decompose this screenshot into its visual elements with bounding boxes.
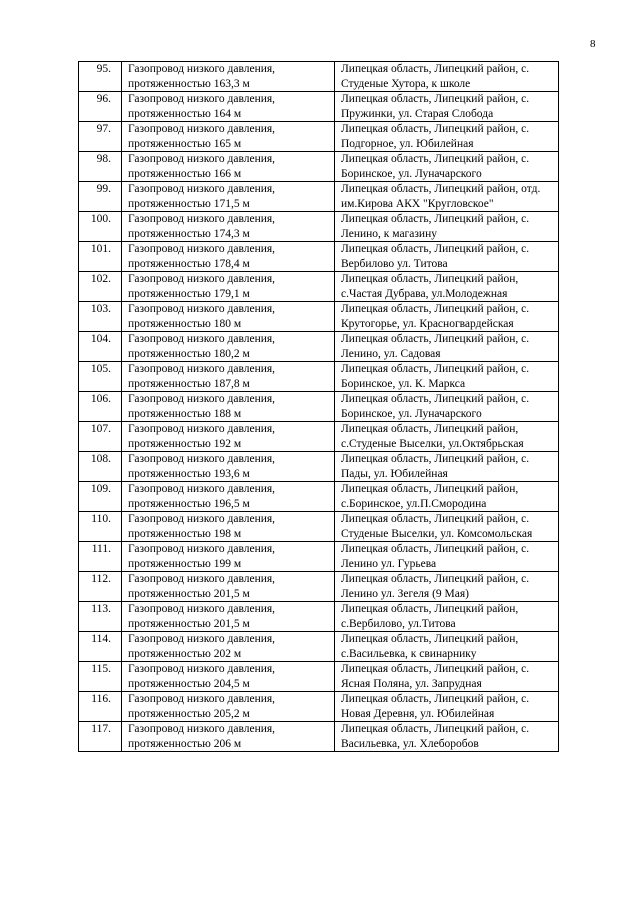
address-cell (335, 542, 559, 572)
table-row (79, 452, 559, 482)
address-line: Ленино, ул. Садовая (341, 347, 441, 360)
row-number: 110. (79, 512, 122, 542)
address-line: Липецкая область, Липецкий район, с. (341, 153, 530, 165)
object-name-line: протяженностью 201,5 м (128, 587, 250, 600)
address-cell (335, 272, 559, 302)
row-number: 96. (79, 92, 122, 122)
object-name-line: Газопровод низкого давления, (128, 333, 276, 345)
address-cell (335, 422, 559, 452)
row-number: 107. (79, 422, 122, 452)
address-line: Ленино ул. Гурьева (341, 557, 437, 570)
object-name-line: протяженностью 165 м (128, 137, 242, 150)
object-name-line: протяженностью 206 м (128, 737, 242, 750)
address-cell (335, 62, 559, 92)
row-number: 111. (79, 542, 122, 572)
object-name-cell (122, 482, 335, 512)
row-number: 109. (79, 482, 122, 512)
object-name-cell (122, 602, 335, 632)
address-line: Липецкая область, Липецкий район, (341, 483, 519, 495)
row-number: 101. (79, 242, 122, 272)
address-cell (335, 332, 559, 362)
object-name-cell (122, 62, 335, 92)
address-line: Липецкая область, Липецкий район, (341, 423, 519, 435)
object-name-cell (122, 422, 335, 452)
object-name-line: протяженностью 164 м (128, 107, 242, 120)
object-name-line: протяженностью 196,5 м (128, 497, 250, 510)
object-name-line: Газопровод низкого давления, (128, 513, 276, 525)
address-line: Ленино ул. Зегеля (9 Мая) (341, 587, 469, 600)
row-number: 103. (79, 302, 122, 332)
object-name-line: Газопровод низкого давления, (128, 663, 276, 675)
object-name-line: протяженностью 201,5 м (128, 617, 250, 630)
object-name-cell (122, 512, 335, 542)
table-row (79, 242, 559, 272)
object-name-cell (122, 182, 335, 212)
object-name-line: протяженностью 193,6 м (128, 467, 250, 480)
table-row (79, 212, 559, 242)
table-row (79, 92, 559, 122)
table-row (79, 662, 559, 692)
address-line: с.Васильевка, к свинарнику (341, 647, 477, 660)
object-name-line: Газопровод низкого давления, (128, 603, 276, 615)
address-line: Липецкая область, Липецкий район, с. (341, 573, 530, 585)
address-line: Липецкая область, Липецкий район, с. (341, 453, 530, 465)
table-row (79, 572, 559, 602)
object-name-cell (122, 722, 335, 752)
address-line: Липецкая область, Липецкий район, с. (341, 723, 530, 735)
row-number: 97. (79, 122, 122, 152)
row-number: 116. (79, 692, 122, 722)
address-line: Подгорное, ул. Юбилейная (341, 137, 474, 150)
table-row (79, 272, 559, 302)
table-row (79, 362, 559, 392)
object-name-line: Газопровод низкого давления, (128, 543, 276, 555)
object-name-line: Газопровод низкого давления, (128, 243, 276, 255)
object-name-cell (122, 572, 335, 602)
address-cell (335, 602, 559, 632)
object-name-line: протяженностью 188 м (128, 407, 242, 420)
address-line: с.Вербилово, ул.Титова (341, 617, 456, 630)
object-name-line: Газопровод низкого давления, (128, 93, 276, 105)
object-name-line: протяженностью 205,2 м (128, 707, 250, 720)
row-number: 117. (79, 722, 122, 752)
object-name-cell (122, 302, 335, 332)
address-line: Липецкая область, Липецкий район, с. (341, 663, 530, 675)
address-line: Ленино, к магазину (341, 227, 437, 240)
object-name-cell (122, 452, 335, 482)
object-name-cell (122, 632, 335, 662)
address-line: им.Кирова АКХ "Кругловское" (341, 197, 494, 210)
object-name-cell (122, 662, 335, 692)
table-row (79, 482, 559, 512)
address-cell (335, 662, 559, 692)
table-row (79, 392, 559, 422)
row-number: 102. (79, 272, 122, 302)
object-name-cell (122, 152, 335, 182)
row-number: 108. (79, 452, 122, 482)
table-row (79, 182, 559, 212)
object-name-cell (122, 122, 335, 152)
address-line: Студеные Выселки, ул. Комсомольская (341, 527, 533, 540)
table-row (79, 512, 559, 542)
object-name-line: Газопровод низкого давления, (128, 123, 276, 135)
object-name-cell (122, 332, 335, 362)
object-name-line: Газопровод низкого давления, (128, 273, 276, 285)
address-cell (335, 572, 559, 602)
table-row (79, 722, 559, 752)
table-row (79, 332, 559, 362)
object-name-line: протяженностью 178,4 м (128, 257, 250, 270)
address-line: Липецкая область, Липецкий район, с. (341, 243, 530, 255)
page-number: 8 (590, 38, 596, 50)
row-number: 113. (79, 602, 122, 632)
row-number: 106. (79, 392, 122, 422)
row-number: 104. (79, 332, 122, 362)
address-line: Пружинки, ул. Старая Слобода (341, 107, 494, 120)
address-line: Липецкая область, Липецкий район, (341, 633, 519, 645)
row-number: 98. (79, 152, 122, 182)
table-row (79, 632, 559, 662)
address-cell (335, 512, 559, 542)
object-name-line: Газопровод низкого давления, (128, 723, 276, 735)
object-name-line: протяженностью 166 м (128, 167, 242, 180)
object-name-line: протяженностью 198 м (128, 527, 242, 540)
object-name-line: Газопровод низкого давления, (128, 453, 276, 465)
address-line: Липецкая область, Липецкий район, с. (341, 303, 530, 315)
address-cell (335, 92, 559, 122)
table-row (79, 302, 559, 332)
object-name-cell (122, 692, 335, 722)
address-cell (335, 482, 559, 512)
address-line: Вербилово ул. Титова (341, 257, 448, 270)
address-cell (335, 452, 559, 482)
address-line: Липецкая область, Липецкий район, с. (341, 693, 530, 705)
address-line: Крутогорье, ул. Красногвардейская (341, 317, 514, 330)
object-name-cell (122, 242, 335, 272)
address-line: Липецкая область, Липецкий район, с. (341, 393, 530, 405)
address-cell (335, 632, 559, 662)
address-line: Липецкая область, Липецкий район, с. (341, 363, 530, 375)
object-name-line: Газопровод низкого давления, (128, 363, 276, 375)
object-name-line: Газопровод низкого давления, (128, 303, 276, 315)
object-name-line: протяженностью 174,3 м (128, 227, 250, 240)
object-name-cell (122, 542, 335, 572)
address-line: Боринское, ул. Луначарского (341, 407, 482, 420)
address-line: Боринское, ул. К. Маркса (341, 377, 466, 390)
row-number: 105. (79, 362, 122, 392)
address-cell (335, 362, 559, 392)
address-line: Липецкая область, Липецкий район, с. (341, 63, 530, 75)
object-name-line: Газопровод низкого давления, (128, 693, 276, 705)
address-cell (335, 212, 559, 242)
object-name-line: Газопровод низкого давления, (128, 183, 276, 195)
property-table (78, 61, 559, 752)
row-number: 114. (79, 632, 122, 662)
object-name-line: Газопровод низкого давления, (128, 393, 276, 405)
object-name-cell (122, 92, 335, 122)
table-body (79, 62, 559, 752)
object-name-cell (122, 392, 335, 422)
address-line: Липецкая область, Липецкий район, отд. (341, 183, 541, 195)
address-cell (335, 152, 559, 182)
object-name-cell (122, 212, 335, 242)
object-name-line: протяженностью 180 м (128, 317, 242, 330)
row-number: 99. (79, 182, 122, 212)
address-line: Липецкая область, Липецкий район, с. (341, 123, 530, 135)
address-line: Липецкая область, Липецкий район, с. (341, 213, 530, 225)
address-line: Новая Деревня, ул. Юбилейная (341, 707, 495, 720)
address-line: Боринское, ул. Луначарского (341, 167, 482, 180)
address-line: с.Боринское, ул.П.Смородина (341, 497, 487, 510)
address-cell (335, 302, 559, 332)
object-name-cell (122, 272, 335, 302)
object-name-line: протяженностью 204,5 м (128, 677, 250, 690)
address-cell (335, 242, 559, 272)
object-name-line: Газопровод низкого давления, (128, 573, 276, 585)
object-name-line: протяженностью 187,8 м (128, 377, 250, 390)
address-line: с.Студеные Выселки, ул.Октябрьская (341, 437, 524, 450)
object-name-line: Газопровод низкого давления, (128, 423, 276, 435)
object-name-line: протяженностью 192 м (128, 437, 242, 450)
object-name-line: Газопровод низкого давления, (128, 483, 276, 495)
object-name-line: Газопровод низкого давления, (128, 63, 276, 75)
table-row (79, 122, 559, 152)
object-name-line: Газопровод низкого давления, (128, 153, 276, 165)
address-line: Васильевка, ул. Хлеборобов (341, 737, 479, 750)
address-cell (335, 122, 559, 152)
address-line: Липецкая область, Липецкий район, с. (341, 333, 530, 345)
address-cell (335, 182, 559, 212)
address-line: Липецкая область, Липецкий район, с. (341, 513, 530, 525)
table-row (79, 62, 559, 92)
object-name-line: протяженностью 171,5 м (128, 197, 250, 210)
row-number: 95. (79, 62, 122, 92)
table-row (79, 422, 559, 452)
address-cell (335, 722, 559, 752)
address-line: Ясная Поляна, ул. Запрудная (341, 677, 482, 690)
row-number: 100. (79, 212, 122, 242)
address-line: Липецкая область, Липецкий район, (341, 603, 519, 615)
address-line: Липецкая область, Липецкий район, с. (341, 93, 530, 105)
table-row (79, 542, 559, 572)
table-row (79, 152, 559, 182)
row-number: 112. (79, 572, 122, 602)
address-cell (335, 692, 559, 722)
row-number: 115. (79, 662, 122, 692)
address-line: с.Частая Дубрава, ул.Молодежная (341, 287, 508, 300)
table-row (79, 602, 559, 632)
address-line: Студеные Хутора, к школе (341, 77, 471, 90)
address-line: Липецкая область, Липецкий район, (341, 273, 519, 285)
object-name-cell (122, 362, 335, 392)
object-name-line: протяженностью 202 м (128, 647, 242, 660)
table-row (79, 692, 559, 722)
object-name-line: протяженностью 180,2 м (128, 347, 250, 360)
address-line: Липецкая область, Липецкий район, с. (341, 543, 530, 555)
object-name-line: протяженностью 179,1 м (128, 287, 250, 300)
object-name-line: протяженностью 199 м (128, 557, 242, 570)
object-name-line: Газопровод низкого давления, (128, 213, 276, 225)
object-name-line: Газопровод низкого давления, (128, 633, 276, 645)
address-cell (335, 392, 559, 422)
object-name-line: протяженностью 163,3 м (128, 77, 250, 90)
address-line: Пады, ул. Юбилейная (341, 467, 448, 480)
